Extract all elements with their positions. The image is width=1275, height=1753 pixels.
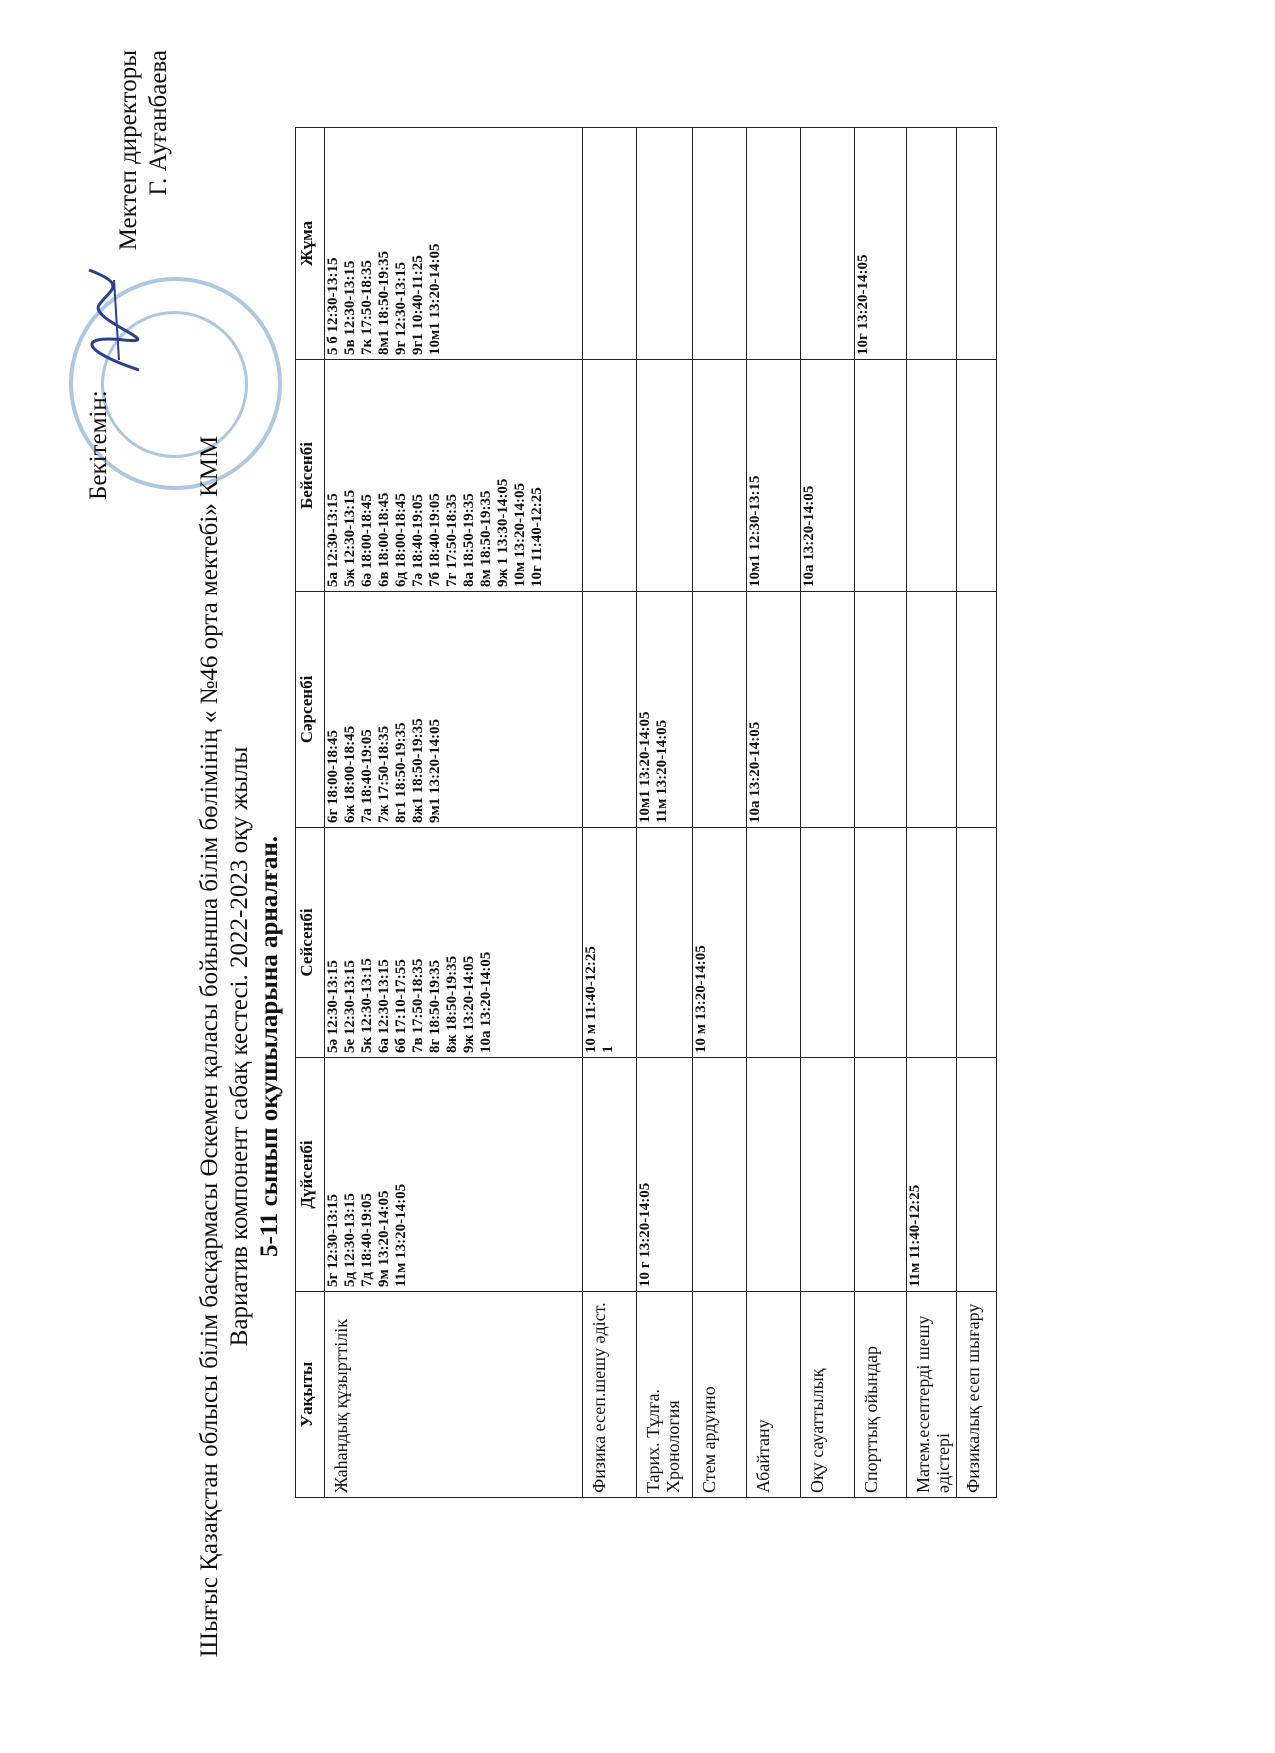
- schedule-cell-mon: [957, 1058, 997, 1292]
- table-row: [957, 128, 997, 1498]
- header-thursday: Бейсенбі: [296, 360, 325, 592]
- subject-cell: Абайтану: [747, 1292, 801, 1498]
- schedule-cell-fri: [747, 128, 801, 360]
- schedule-entry: 5 б 12:30-13:15: [325, 257, 341, 355]
- schedule-entry: 10м1 13:20-14:05: [637, 711, 653, 823]
- schedule-entry: 5е 12:30-13:15: [342, 960, 358, 1053]
- schedule-cell-tue: [907, 828, 957, 1058]
- table-row: [637, 128, 693, 1498]
- schedule-cell-wed: [637, 592, 693, 828]
- schedule-entry: 7ә 18:40-19:05: [410, 494, 426, 587]
- schedule-entry: 10м1 13:20-14:05: [427, 243, 443, 355]
- schedule-cell-fri: [907, 128, 957, 360]
- table-row: [747, 128, 801, 1498]
- schedule-cell-mon: [583, 1058, 637, 1292]
- schedule-table: [295, 127, 997, 1498]
- schedule-cell-tue: [747, 828, 801, 1058]
- schedule-entry: 8г1 18:50-19:35: [393, 722, 409, 823]
- schedule-entry: 9ж 13:20-14:05: [461, 955, 477, 1053]
- header-time: Уақыты: [296, 1292, 325, 1498]
- schedule-cell-tue: [801, 828, 855, 1058]
- schedule-entry: 6д 18:00-18:45: [393, 493, 409, 587]
- table-row: [801, 128, 855, 1498]
- schedule-cell-tue: [583, 828, 637, 1058]
- schedule-cell-tue: [693, 828, 747, 1058]
- schedule-cell-mon: [325, 1058, 583, 1292]
- director-signature: [69, 260, 159, 380]
- subject-cell: Физикалық есеп шығару: [957, 1292, 997, 1498]
- schedule-entry: 11м 13:20-14:05: [393, 1183, 409, 1287]
- schedule-body: [325, 128, 997, 1498]
- schedule-entry: 9м 13:20-14:05: [376, 1190, 392, 1287]
- schedule-entry: 7к 17:50-18:35: [359, 260, 375, 355]
- schedule-cell-wed: [747, 592, 801, 828]
- table-row: [583, 128, 637, 1498]
- schedule-entry: 6ж 18:00-18:45: [342, 725, 358, 823]
- approval-name: Г. Ауғанбаева: [145, 50, 172, 196]
- approval-label: Бекітемін:: [85, 390, 112, 500]
- schedule-entry: 11м 13:20-14:05: [654, 719, 670, 823]
- schedule-entry: 10 г 13:20-14:05: [637, 1182, 653, 1287]
- table-row: [325, 128, 583, 1498]
- schedule-entry: 1: [600, 1045, 616, 1053]
- schedule-entry: 8г 18:50-19:35: [427, 959, 443, 1053]
- schedule-cell-wed: [855, 592, 907, 828]
- schedule-entry: 10м 13:20-14:05: [512, 483, 528, 587]
- schedule-entry: 9м1 13:20-14:05: [427, 719, 443, 823]
- document-title: [195, 420, 285, 1673]
- schedule-entry: 8м 18:50-19:35: [478, 490, 494, 587]
- schedule-cell-mon: [637, 1058, 693, 1292]
- schedule-cell-fri: [637, 128, 693, 360]
- schedule-cell-thu: [325, 360, 583, 592]
- subject-cell: Спорттық ойындар: [855, 1292, 907, 1498]
- schedule-cell-thu: [637, 360, 693, 592]
- schedule-entry: 6в 18:00-18:45: [376, 492, 392, 587]
- schedule-entry: 8ж 18:50-19:35: [444, 955, 460, 1053]
- schedule-cell-fri: [855, 128, 907, 360]
- table-row: [855, 128, 907, 1498]
- schedule-entry: 10а 13:20-14:05: [747, 721, 763, 823]
- schedule-entry: 7д 18:40-19:05: [359, 1193, 375, 1287]
- schedule-entry: 8а 18:50-19:35: [461, 493, 477, 587]
- schedule-cell-wed: [907, 592, 957, 828]
- schedule-entry: 10а 13:20-14:05: [801, 485, 817, 587]
- schedule-entry: 6а 12:30-13:15: [376, 959, 392, 1053]
- schedule-cell-wed: [325, 592, 583, 828]
- schedule-entry: 5д 12:30-13:15: [342, 1193, 358, 1287]
- table-row: [693, 128, 747, 1498]
- title-line2: Вариатив компонент сабақ кестесі. 2022-2023 оқу жылы: [226, 746, 253, 1347]
- schedule-entry: 5г 12:30-13:15: [325, 1193, 341, 1287]
- header-monday: Дүйсенбі: [296, 1058, 325, 1292]
- schedule-entry: 6г 18:00-18:45: [325, 729, 341, 823]
- schedule-entry: 10м1 12:30-13:15: [747, 475, 763, 587]
- schedule-entry: 9ж 1 13:30-14:05: [495, 478, 511, 587]
- schedule-cell-thu: [855, 360, 907, 592]
- subject-cell: Матем.есептерді шешу әдістері: [907, 1292, 957, 1498]
- schedule-entry: 9г 12:30-13:15: [393, 261, 409, 355]
- schedule-cell-wed: [693, 592, 747, 828]
- schedule-cell-mon: [907, 1058, 957, 1292]
- schedule-entry: 7г 17:50-18:35: [444, 493, 460, 587]
- approval-block: [84, 50, 174, 530]
- approval-position-text: Мектеп директоры: [115, 50, 142, 251]
- schedule-cell-tue: [637, 828, 693, 1058]
- schedule-cell-tue: [325, 828, 583, 1058]
- schedule-cell-mon: [693, 1058, 747, 1292]
- schedule-cell-wed: [801, 592, 855, 828]
- title-line1: Шығыс Қазақстан облысы білім басқармасы Өскемен қаласы бойынша білім бөлімінің: [196, 729, 223, 1658]
- schedule-entry: 10г 11:40-12:25: [529, 487, 545, 587]
- org-name: « №46 орта мектебі» КММ: [196, 435, 223, 724]
- schedule-cell-thu: [747, 360, 801, 592]
- header-row: [296, 128, 325, 1498]
- schedule-entry: 7б 18:40-19:05: [427, 493, 443, 587]
- schedule-entry: 7в 17:50-18:35: [410, 958, 426, 1053]
- subject-cell: Оқу сауаттылық: [801, 1292, 855, 1498]
- title-line3: 5-11 сынып оқушыларына арналған.: [256, 835, 283, 1258]
- schedule-cell-thu: [693, 360, 747, 592]
- schedule-entry: 5ж 12:30-13:15: [342, 489, 358, 587]
- schedule-entry: 7а 18:40-19:05: [359, 729, 375, 823]
- schedule-cell-mon: [747, 1058, 801, 1292]
- schedule-cell-thu: [801, 360, 855, 592]
- schedule-entry: 5к 12:30-13:15: [359, 958, 375, 1053]
- schedule-entry: 5ә 12:30-13:15: [325, 960, 341, 1053]
- subject-cell: Стем ардуино: [693, 1292, 747, 1498]
- schedule-entry: 10 м 11:40-12:25: [583, 946, 599, 1053]
- table-row: [907, 128, 957, 1498]
- subject-cell: Жаһандық құзырттілік: [325, 1292, 583, 1498]
- schedule-cell-thu: [907, 360, 957, 592]
- schedule-entry: 11м 11:40-12:25: [907, 1184, 923, 1287]
- schedule-entry: 6ә 18:00-18:45: [359, 494, 375, 587]
- header-tuesday: Сейсенбі: [296, 828, 325, 1058]
- schedule-entry: 8ж1 18:50-19:35: [410, 718, 426, 823]
- schedule-entry: 6б 17:10-17:55: [393, 959, 409, 1053]
- schedule-entry: 9г1 10:40-11:25: [410, 255, 426, 355]
- schedule-cell-tue: [957, 828, 997, 1058]
- subject-cell: Тарих. Тұлға. Хронология: [637, 1292, 693, 1498]
- schedule-cell-mon: [801, 1058, 855, 1292]
- schedule-entry: 10 м 13:20-14:05: [693, 945, 709, 1053]
- schedule-cell-fri: [583, 128, 637, 360]
- schedule-cell-fri: [957, 128, 997, 360]
- schedule-entry: 5а 12:30-13:15: [325, 493, 341, 587]
- schedule-cell-wed: [583, 592, 637, 828]
- schedule-entry: 7ж 17:50-18:35: [376, 725, 392, 823]
- schedule-cell-thu: [957, 360, 997, 592]
- schedule-cell-fri: [325, 128, 583, 360]
- schedule-cell-fri: [801, 128, 855, 360]
- subject-cell: Физика есеп.шешу әдіст.: [583, 1292, 637, 1498]
- header-friday: Жұма: [296, 128, 325, 360]
- schedule-cell-tue: [855, 828, 907, 1058]
- schedule-cell-mon: [855, 1058, 907, 1292]
- schedule-entry: 5в 12:30-13:15: [342, 260, 358, 355]
- schedule-cell-thu: [583, 360, 637, 592]
- schedule-cell-wed: [957, 592, 997, 828]
- schedule-entry: 10а 13:20-14:05: [478, 951, 494, 1053]
- header-wednesday: Сәрсенбі: [296, 592, 325, 828]
- schedule-entry: 8м1 18:50-19:35: [376, 251, 392, 355]
- schedule-cell-fri: [693, 128, 747, 360]
- schedule-entry: 10г 13:20-14:05: [855, 254, 871, 355]
